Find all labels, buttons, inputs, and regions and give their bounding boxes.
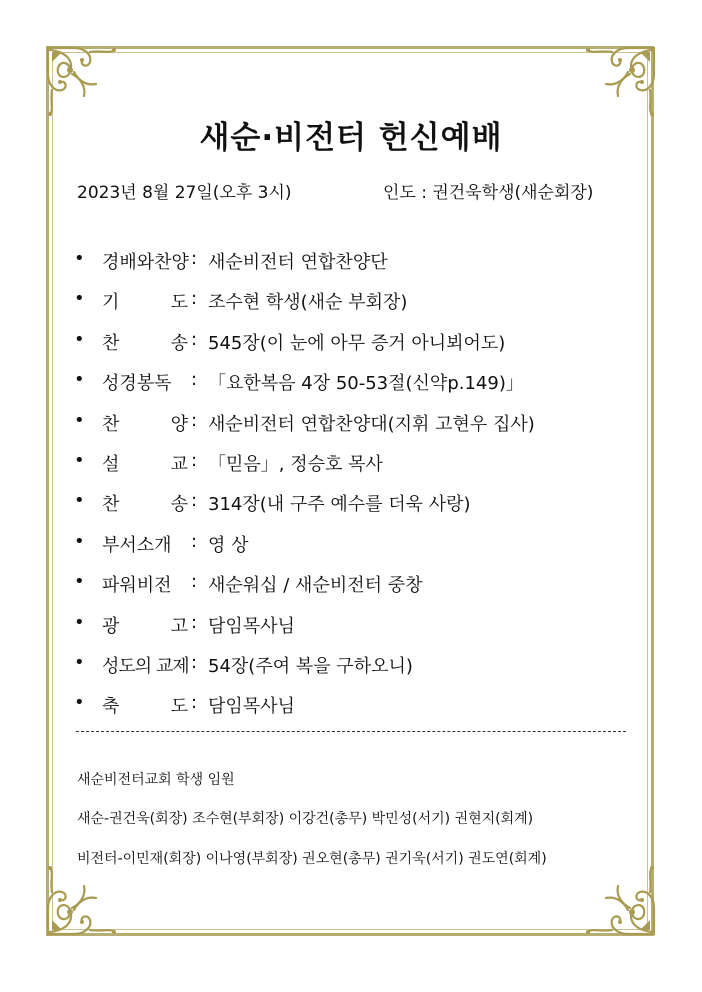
program-item-label: 성경봉독 bbox=[102, 373, 172, 395]
program-item-value: 314장(내 구주 예수를 더욱 사랑) bbox=[208, 494, 471, 516]
program-item-colon: : bbox=[191, 328, 198, 350]
program-item-value: 조수현 학생(새순 부회장) bbox=[208, 292, 408, 314]
program-item-colon: : bbox=[191, 530, 198, 552]
ornate-corner-icon bbox=[44, 864, 118, 938]
program-item-label: 부서소개 bbox=[102, 534, 172, 556]
bullet-icon: • bbox=[74, 369, 85, 391]
program-item-value: 새순비전터 연합찬양단 bbox=[208, 252, 388, 273]
bullet-icon: • bbox=[74, 328, 85, 350]
program-item-label: 파워비전 bbox=[102, 575, 172, 597]
program-item-value: 새순비전터 연합찬양대(지휘 고현우 집사) bbox=[208, 413, 535, 435]
dashed-divider bbox=[76, 731, 626, 732]
program-item-colon: : bbox=[191, 449, 198, 471]
program-item-colon: : bbox=[191, 571, 198, 593]
program-item-value: 영 상 bbox=[208, 534, 249, 556]
program-item-colon: : bbox=[191, 288, 198, 310]
bullet-icon: • bbox=[74, 651, 85, 673]
program-item-colon: : bbox=[191, 409, 198, 431]
bullet-icon: • bbox=[74, 571, 85, 593]
program-item-value: 「요한복음 4장 50-53절(신약p.149)」 bbox=[208, 373, 524, 395]
program-item-label: 설 교 bbox=[102, 453, 188, 475]
org-line-saesun: 새순-권건욱(회장) 조수현(부회장) 이강건(총무) 박민성(서기) 권현지(회계) bbox=[77, 811, 534, 827]
program-item-colon: : bbox=[191, 692, 198, 714]
bullet-icon: • bbox=[74, 692, 85, 714]
program-item-label: 성도의 교제 bbox=[102, 655, 189, 677]
program-item-value: 「믿음」, 정승호 목사 bbox=[208, 453, 383, 475]
bullet-icon: • bbox=[74, 490, 85, 512]
program-item-colon: : bbox=[191, 369, 198, 391]
program-item-label: 찬 송 bbox=[102, 494, 188, 516]
program-item-colon: : bbox=[191, 611, 198, 633]
org-title: 새순비전터교회 학생 임원 bbox=[77, 772, 235, 788]
program-item-label: 기 도 bbox=[102, 292, 188, 314]
service-leader: 인도 : 권건욱학생(새순회장) bbox=[383, 183, 594, 203]
service-date: 2023년 8월 27일(오후 3시) bbox=[77, 183, 292, 203]
document-title: 새순·비전터 헌신예배 bbox=[199, 120, 503, 156]
program-item-label: 축 도 bbox=[102, 696, 188, 718]
program-item-colon: : bbox=[191, 490, 198, 512]
ornate-corner-icon bbox=[584, 44, 658, 118]
bullet-icon: • bbox=[74, 449, 85, 471]
program-item-value: 담임목사님 bbox=[208, 696, 295, 718]
program-item-label: 경배와찬양 bbox=[102, 252, 189, 273]
bullet-icon: • bbox=[74, 530, 85, 552]
program-item-colon: : bbox=[191, 651, 198, 673]
bullet-icon: • bbox=[74, 409, 85, 431]
program-item-label: 광 고 bbox=[102, 615, 188, 637]
ornate-corner-icon bbox=[584, 864, 658, 938]
program-item-value: 담임목사님 bbox=[208, 615, 295, 637]
ornate-corner-icon bbox=[44, 44, 118, 118]
program-item-colon: : bbox=[191, 248, 198, 269]
program-item-label: 찬 송 bbox=[102, 332, 188, 354]
bullet-icon: • bbox=[74, 611, 85, 633]
bullet-icon: • bbox=[74, 248, 85, 269]
program-item-value: 새순워십 / 새순비전터 중창 bbox=[208, 575, 423, 597]
bullet-icon: • bbox=[74, 288, 85, 310]
program-item-value: 545장(이 눈에 아무 증거 아니뵈어도) bbox=[208, 332, 506, 354]
program-item-value: 54장(주여 복을 구하오니) bbox=[208, 655, 413, 677]
program-item-label: 찬 양 bbox=[102, 413, 188, 435]
org-line-vision: 비전터-이민재(회장) 이나영(부회장) 권오현(총무) 권기욱(서기) 권도연(회계) bbox=[77, 851, 547, 867]
